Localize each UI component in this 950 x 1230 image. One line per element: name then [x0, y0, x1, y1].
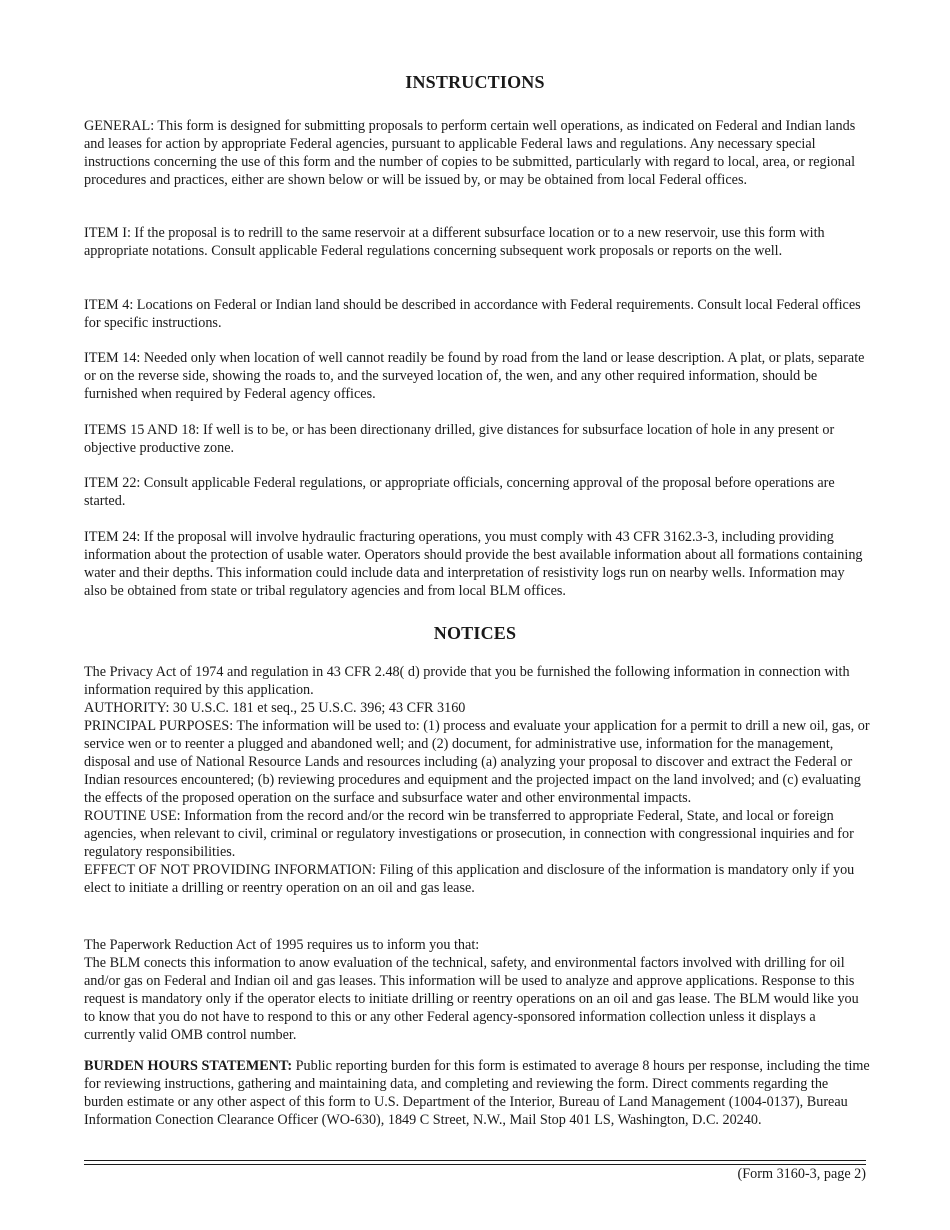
- items-15-18-instruction: [84, 421, 870, 457]
- burden-paragraph: [84, 1057, 870, 1129]
- item-4-instruction: [84, 296, 870, 332]
- paperwork-body-text: The BLM conects this information to anow evaluation of the technical, safety, and environmental factors involved with drilling for oil and/or gas on Federal and Indian oil and gas leases. This information will be used to analyze and approve applications. Response to this request is mandatory only if the operator elects to initiate drilling or reentry operations on an oil and gas lease. The BLM would like you to know that you do not have to respond to this or any other Federal agency-sponsored information collection unless it displays a currently valid OMB control number.: [84, 955, 859, 1043]
- privacy-act-notice: [84, 663, 870, 897]
- privacy-intro-text: The Privacy Act of 1974 and regulation in 43 CFR 2.48( d) provide that you be furnished the following information in connection with information required by this application.: [84, 664, 850, 698]
- item-1-text: ITEM I: If the proposal is to redrill to the same reservoir at a different subsurface location or to a new reservoir, use this form with appropriate notations. Consult applicable Federal regulations concerning subsequent work proposals or reports on the well.: [84, 225, 825, 259]
- paperwork-reduction-notice: [84, 936, 870, 1044]
- item-4-text: ITEM 4: Locations on Federal or Indian land should be described in accordance with Federal requirements. Consult local Federal offices for specific instructions.: [84, 297, 861, 331]
- notices-heading: NOTICES: [433, 623, 517, 643]
- routine-use-text: ROUTINE USE: Information from the record and/or the record win be transferred to appropriate Federal, State, and local or foreign agencies, when relevant to civil, criminal or regulatory investigations or prosecution, in connection with congressional inquiries and for regulatory responsibilities.: [84, 808, 854, 860]
- form-page-id: (Form 3160-3, page 2): [737, 1166, 866, 1182]
- item-14-text: ITEM 14: Needed only when location of well cannot readily be found by road from the land or lease description. A plat, or plats, separate or on the reverse side, showing the roads to, and the surveyed location of, the wen, and any other required information, should be furnished when required by Federal agency offices.: [84, 350, 865, 402]
- instructions-heading: INSTRUCTIONS: [405, 72, 545, 92]
- general-text: GENERAL: This form is designed for submitting proposals to perform certain well operations, as indicated on Federal and Indian lands and leases for action by appropriate Federal agencies, pursuant to applicable Federal laws and regulations. Any necessary special instructions concerning the use of this form and the number of copies to be submitted, particularly with regard to local, area, or regional procedures and practices, either are shown below or will be issued by, or may be obtained from local Federal offices.: [84, 118, 856, 188]
- authority-text: AUTHORITY: 30 U.S.C. 181 et seq., 25 U.S.C. 396; 43 CFR 3160: [84, 700, 466, 716]
- paperwork-intro-text: The Paperwork Reduction Act of 1995 requires us to inform you that:: [84, 937, 480, 953]
- item-22-instruction: [84, 474, 870, 510]
- burden-body-text: Public reporting burden for this form is estimated to average 8 hours per response, including the time for reviewing instructions, gathering and maintaining data, and completing and reviewing the form. Direct comments regarding the burden estimate or any other aspect of this form to U.S. Department of the Interior, Bureau of Land Management (1004-0137), Bureau Information Conection Clearance Officer (WO-630), 1849 C Street, N.W., Mail Stop 401 LS, Washington, D.C. 20240.: [84, 1058, 870, 1128]
- burden-label: BURDEN HOURS STATEMENT:: [84, 1058, 293, 1074]
- principal-purposes-text: PRINCIPAL PURPOSES: The information will be used to: (1) process and evaluate your application for a permit to drill a new oil, gas, or service wen or to reenter a plugged and abandoned well; and (2) document, for administrative use, information for the management, disposal and use of National Resource Lands and resources including (a) analyzing your proposal to discover and extract the Federal or Indian resources encountered; (b) reviewing procedures and equipment and the projected impact on the land involved; and (c) evaluating the effects of the proposed operation on the surface and subsurface water and other environmental impacts.: [84, 718, 870, 806]
- item-24-text: ITEM 24: If the proposal will involve hydraulic fracturing operations, you must comply with 43 CFR 3162.3-3, including providing information about the protection of usable water. Operators should provide the best available information about all formations containing water and their depths. This information could include data and interpretation of resistivity logs run on nearby wells. Information may also be obtained from state or tribal regulatory agencies and from local BLM offices.: [84, 529, 863, 599]
- general-instruction: [84, 117, 870, 189]
- item-22-text: ITEM 22: Consult applicable Federal regulations, or appropriate officials, concerning approval of the proposal before operations are started.: [84, 475, 835, 509]
- item-14-instruction: [84, 349, 870, 403]
- burden-hours-statement: [84, 1057, 870, 1129]
- footer-divider-top: [84, 1160, 866, 1161]
- item-24-instruction: [84, 528, 870, 600]
- effect-text: EFFECT OF NOT PROVIDING INFORMATION: Filing of this application and disclosure of the information is mandatory only if you elect to initiate a drilling or reentry operation on an oil and gas lease.: [84, 862, 855, 896]
- item-1-instruction: [84, 224, 870, 260]
- items-15-18-text: ITEMS 15 AND 18: If well is to be, or has been directionany drilled, give distances for subsurface location of hole in any present or objective productive zone.: [84, 422, 835, 456]
